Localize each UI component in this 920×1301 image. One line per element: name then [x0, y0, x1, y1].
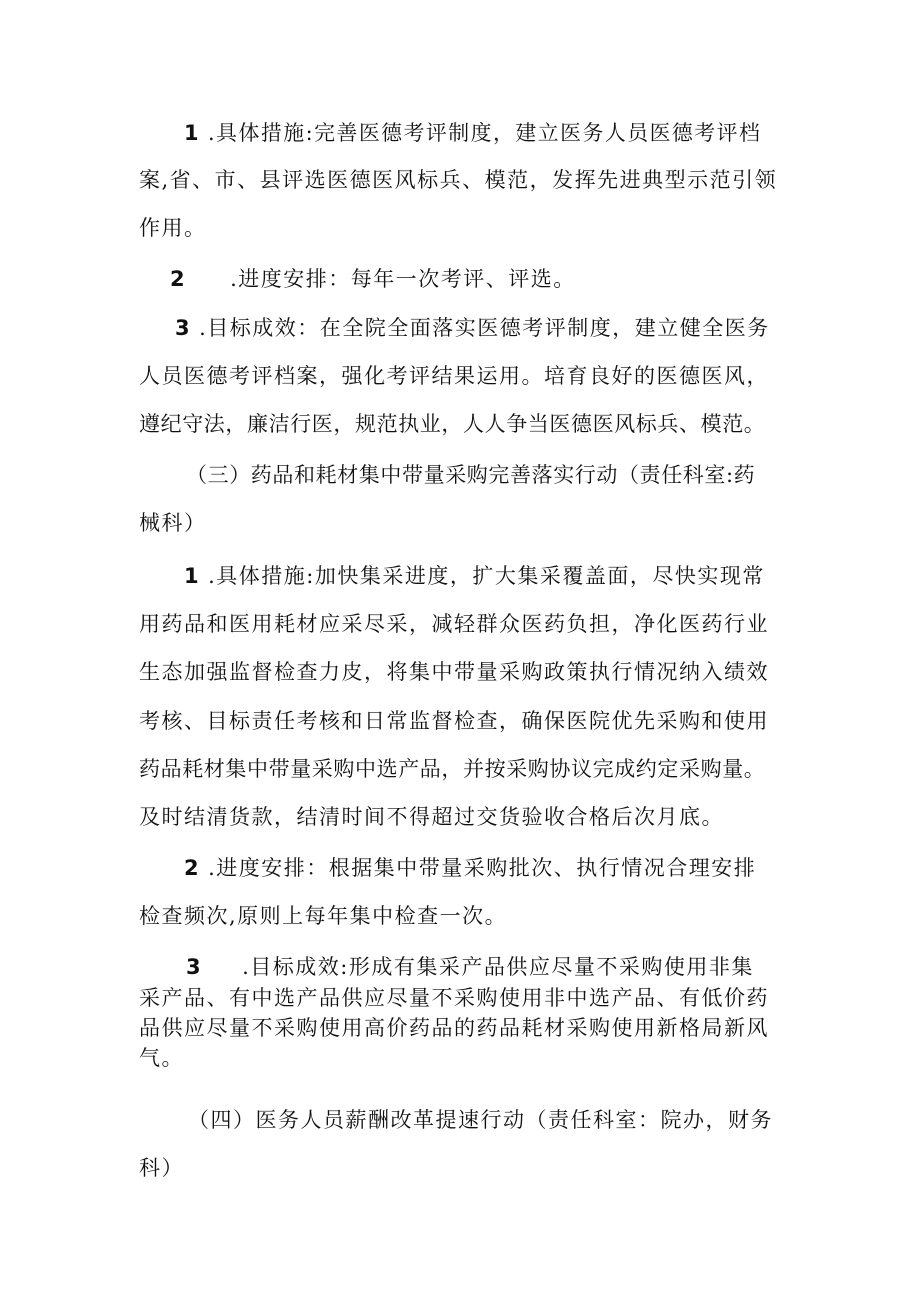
- item-number: 2: [170, 267, 187, 291]
- text-line: （三）药品和耗材集中带量采购完善落实行动（责任科室:药: [186, 463, 756, 487]
- text-line: 品供应尽量不采购使用高价药品的药品耗材采购使用新格局新风: [139, 1016, 769, 1040]
- text-line: 用药品和医用耗材应采尽采，减轻群众医药负担，净化医药行业: [139, 612, 769, 636]
- text-line: 作用。: [139, 216, 207, 240]
- item-number: 1: [184, 121, 201, 145]
- text-line: 3 .目标成效：在全院全面落实医德考评制度，建立健全医务: [175, 316, 770, 340]
- text-line: 气。: [139, 1046, 184, 1070]
- text-line: 3 .目标成效:形成有集采产品供应尽量不采购使用非集: [186, 955, 754, 979]
- item-number: 3: [186, 955, 203, 979]
- text-line: （四）医务人员薪酬改革提速行动（责任科室：院办，财务: [188, 1108, 773, 1132]
- text-line: 采产品、有中选产品供应尽量不采购使用非中选产品、有低价药: [139, 986, 769, 1010]
- item-number: 2: [184, 856, 201, 880]
- text-line: 药品耗材集中带量采购中选产品，并按采购协议完成约定采购量。: [139, 757, 766, 781]
- text-line: 1 .具体措施:完善医德考评制度，建立医务人员医德考评档: [184, 121, 762, 145]
- text-line: 1 .具体措施:加快集采进度，扩大集采覆盖面，尽快实现常: [184, 564, 765, 588]
- text-line: 检查频次,原则上每年集中检查一次。: [139, 904, 508, 928]
- item-number: 3: [175, 316, 192, 340]
- text-line: 案,省、市、县评选医德医风标兵、模范，发挥先进典型示范引领: [139, 168, 778, 192]
- text-line: 人员医德考评档案，强化考评结果运用。培育良好的医德医风，: [139, 364, 769, 388]
- item-number: 1: [184, 564, 201, 588]
- text-line: 及时结清货款，结清时间不得超过交货验收合格后次月底。: [139, 805, 724, 829]
- text-line: 2 .进度安排：根据集中带量采购批次、执行情况合理安排: [184, 856, 757, 880]
- text-line: 生态加强监督检查力皮，将集中带量采购政策执行情况纳入绩效: [139, 660, 769, 684]
- text-line: 遵纪守法，廉洁行医，规范执业，人人争当医德医风标兵、模范。: [139, 412, 766, 436]
- text-line: 科）: [139, 1156, 184, 1180]
- text-line: 2 .进度安排：每年一次考评、评选。: [170, 267, 576, 291]
- text-line: 械科）: [139, 511, 207, 535]
- text-line: 考核、目标责任考核和日常监督检查，确保医院优先采购和使用: [139, 709, 769, 733]
